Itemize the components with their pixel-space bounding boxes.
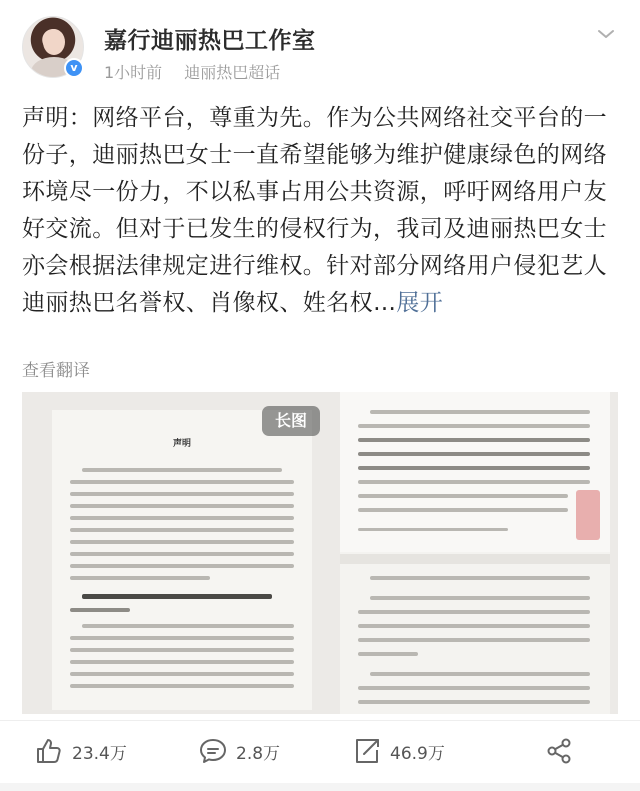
comment-icon [198,736,228,766]
share-icon [544,736,574,766]
post-image[interactable] [22,392,618,714]
post-meta [104,60,280,83]
divider [0,720,640,721]
post-time: 1小时前 [104,63,163,82]
author-name[interactable]: 嘉行迪丽热巴工作室 [104,28,316,54]
thumbs-up-icon [34,736,64,766]
statement-document-right [340,392,610,714]
document-sheet [340,392,610,552]
bottom-separator [0,783,640,791]
red-stamp [576,490,600,540]
translate-link[interactable]: 查看翻译 [22,361,90,381]
share-button[interactable] [544,734,574,768]
repost-button[interactable] [352,734,445,768]
expand-link[interactable]: 展开 [396,290,444,316]
document-title: 声明 [172,439,191,449]
verified-badge-icon: v [64,58,84,78]
avatar-face [43,29,65,55]
repost-count: 46.9万 [390,743,445,764]
post-text-body: 声明：网络平台，尊重为先。作为公共网络社交平台的一份子，迪丽热巴女士一直希望能够为维护健康绿色的网络环境尽一份力，不以私事占用公共资源，呼吁网络用户友好交流。但对于已发生的侵权行为，我司及迪丽热巴女士亦会根据法律规定进行维权。针对部分网络用户侵犯艺人迪丽热巴名誉权、肖像权、姓名权… [22,105,607,316]
comment-button[interactable] [198,734,280,768]
chevron-down-icon[interactable] [596,24,616,44]
post-source[interactable]: 迪丽热巴超话 [184,63,281,82]
comment-count: 2.8万 [236,743,281,764]
statement-document-left [52,410,312,710]
like-count: 23.4万 [72,743,127,764]
post-header [0,0,640,90]
long-image-badge: 长图 [262,406,320,436]
like-button[interactable] [34,734,127,768]
action-bar [0,722,640,782]
post-text [22,100,622,322]
page-separator [340,554,610,564]
repost-icon [352,736,382,766]
